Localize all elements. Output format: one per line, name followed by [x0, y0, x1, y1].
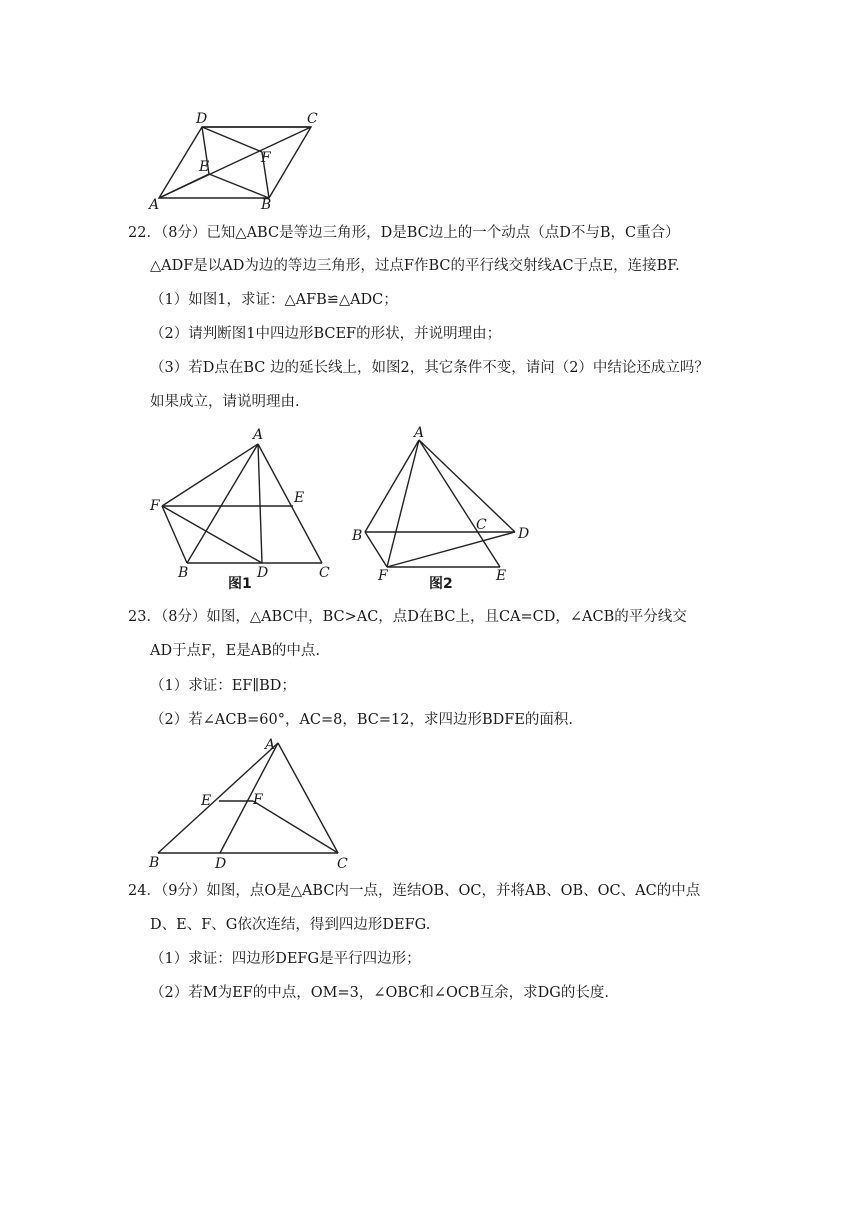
question-23-part2: （2）若∠ACB=60°，AC=8，BC=12，求四边形BDFE的面积. — [150, 712, 574, 728]
question-22-part1: （1）如图1，求证：△AFB≌△ADC； — [150, 292, 398, 308]
segment-ac-extended — [419, 440, 500, 567]
question-24-line1: 24．（9分）如图，点O是△ABC内一点，连结OB、OC，并将AB、OB、OC、AC的中点 — [128, 883, 701, 899]
question-22-line2: △ADF是以AD为边的等边三角形，过点F作BC的平行线交射线AC于点E，连接BF. — [150, 258, 680, 274]
label-a: A — [265, 737, 276, 753]
figure-parallelogram — [140, 105, 340, 220]
segment-af — [387, 440, 419, 567]
segment-fb — [162, 506, 187, 563]
segment-fd — [387, 532, 515, 567]
figure-22-1 — [140, 420, 350, 595]
label-e: E — [199, 159, 210, 175]
segment-ab — [187, 444, 258, 563]
label-e: E — [496, 568, 507, 584]
label-d: D — [196, 111, 208, 127]
segment-fd — [162, 506, 262, 563]
segment-eb — [209, 174, 269, 198]
question-23-part1: （1）求证：EF∥BD； — [150, 678, 296, 694]
label-a: A — [149, 197, 160, 213]
segment-fc — [253, 801, 338, 853]
figure-23 — [140, 730, 360, 875]
segment-ad — [220, 743, 278, 853]
label-e: E — [201, 793, 212, 809]
label-f: F — [253, 792, 263, 808]
figure-2-caption: 图2 — [429, 576, 453, 592]
question-22-part2: （2）请判断图1中四边形BCEF的形状，并说明理由； — [150, 326, 502, 342]
label-c: C — [319, 565, 330, 581]
segment-ab — [365, 440, 419, 532]
question-24-line2: D、E、F、G依次连结，得到四边形DEFG. — [150, 917, 431, 933]
label-c: C — [307, 111, 318, 127]
label-b: B — [261, 197, 272, 213]
segment-bf — [365, 532, 387, 567]
question-23-line1: 23．（8分）如图，△ABC中，BC>AC，点D在BC上，且CA=CD，∠ACB的平分线交 — [128, 609, 687, 625]
question-24-part2: （2）若M为EF的中点，OM=3，∠OBC和∠OCB互余，求DG的长度. — [150, 985, 609, 1001]
segment-ad — [419, 440, 515, 532]
label-c: C — [476, 517, 487, 533]
segment-af — [162, 444, 258, 506]
segment-ac — [278, 743, 338, 853]
label-d: D — [215, 856, 227, 872]
question-24-part1: （1）求证：四边形DEFG是平行四边形； — [150, 951, 421, 967]
label-b: B — [352, 528, 363, 544]
label-a: A — [253, 427, 264, 443]
figure-1-caption: 图1 — [228, 576, 252, 592]
label-b: B — [178, 565, 189, 581]
label-d: D — [518, 526, 530, 542]
segment-df — [202, 127, 262, 152]
label-f: F — [261, 150, 271, 166]
question-22-part3b: 如果成立，请说明理由. — [150, 394, 300, 410]
label-e: E — [294, 490, 305, 506]
label-f: F — [378, 568, 388, 584]
question-23-line2: AD于点F，E是AB的中点. — [150, 643, 320, 659]
label-a: A — [414, 425, 425, 441]
label-c: C — [337, 856, 348, 872]
figure-22-2 — [345, 420, 545, 595]
label-d: D — [257, 565, 269, 581]
segment-ac — [159, 127, 311, 198]
label-f: F — [150, 498, 160, 514]
segment-ac — [258, 444, 322, 563]
question-22-line1: 22．（8分）已知△ABC是等边三角形，D是BC边上的一个动点（点D不与B，C重合） — [128, 225, 680, 241]
question-22-part3: （3）若D点在BC 边的延长线上，如图2，其它条件不变，请问（2）中结论还成立吗？ — [150, 360, 709, 376]
label-b: B — [149, 855, 160, 871]
segment-ad — [258, 444, 262, 563]
